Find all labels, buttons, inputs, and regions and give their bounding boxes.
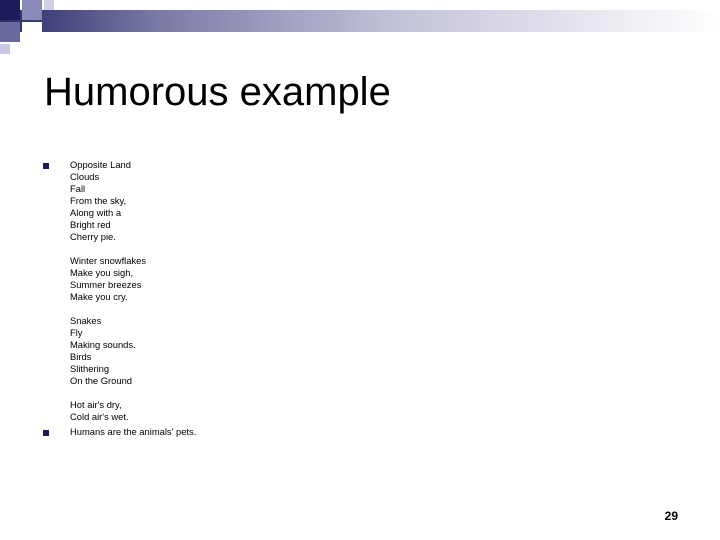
poem-line: Summer breezes [70,279,142,290]
stanza [70,159,146,243]
bullet-square-icon [43,163,49,169]
decor-square [22,0,42,20]
decor-square [44,0,54,10]
decor-square [0,44,10,54]
header-gradient-band [0,10,720,32]
stanza [70,315,146,387]
poem-line: Fall [70,183,86,194]
poem-line: On the Ground [70,375,133,386]
poem-line: Hot air's dry, [70,399,122,410]
decor-square [0,0,20,20]
poem-line: From the sky, [70,195,127,206]
poem-line: Opposite Land [70,159,131,170]
decor-square [22,22,42,42]
poem-line: Make you sigh, [70,267,134,278]
closing-line-text: Humans are the animals' pets. [70,426,197,437]
slide-title: Humorous example [44,70,391,114]
poem-line: Making sounds. [70,339,136,350]
decor-square [0,22,20,42]
bullet-square-icon [43,430,49,436]
stanza [70,399,146,423]
poem-line: Bright red [70,219,111,230]
poem-line: Slithering [70,363,110,374]
stanza [70,255,146,303]
slide-number: 29 [664,509,678,523]
poem-line: Cherry pie. [70,231,116,242]
closing-line [70,426,196,438]
poem-line: Winter snowflakes [70,255,147,266]
poem-line: Birds [70,351,92,362]
poem-line: Snakes [70,315,102,326]
poem-body [70,159,146,435]
poem-line: Make you cry. [70,291,128,302]
poem-line: Fly [70,327,83,338]
poem-line: Cold air's wet. [70,411,129,422]
poem-line: Along with a [70,207,122,218]
poem-line: Clouds [70,171,100,182]
